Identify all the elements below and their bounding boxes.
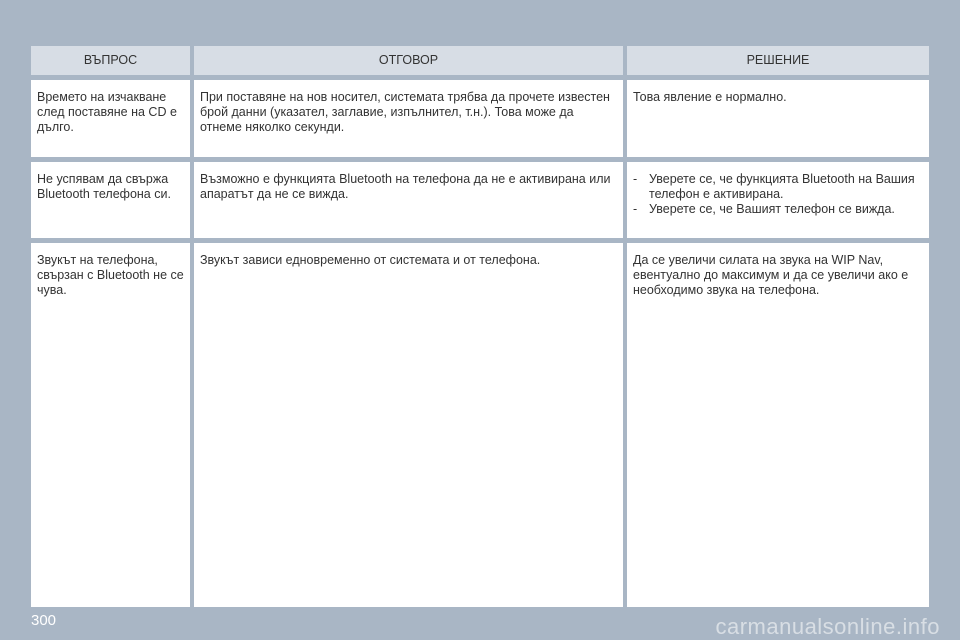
row-question: Звукът на телефона, свързан с Bluetooth не се чува. — [31, 243, 190, 607]
solution-text: Уверете се, че функцията Bluetooth на Вашия телефон е активирана. — [649, 172, 915, 201]
header-solution: РЕШЕНИЕ — [627, 46, 929, 75]
table-row — [31, 80, 929, 157]
table-row — [31, 162, 929, 238]
row-answer: Възможно е функцията Bluetooth на телефона да не е активирана или апаратът да не се вижда. — [194, 162, 623, 238]
bullet-dash: - — [633, 202, 638, 216]
row-answer: При поставяне на нов носител, системата трябва да прочете известен брой данни (указател, заглавие, изпълнител, т.н.). Това може да отнеме няколко секунди. — [194, 80, 623, 157]
solution-text: Уверете се, че Вашият телефон се вижда. — [649, 202, 895, 216]
bullet-dash: - — [633, 172, 638, 186]
solution-bullet — [633, 172, 923, 202]
header-answer: ОТГОВОР — [194, 46, 623, 75]
page-number: 300 — [31, 612, 57, 629]
row-solution — [627, 243, 929, 607]
watermark: carmanualsonline.info — [715, 614, 940, 639]
row-solution — [627, 80, 929, 157]
table-row — [31, 243, 929, 607]
header-question: ВЪПРОС — [31, 46, 190, 75]
table-header — [31, 46, 929, 75]
row-question: Не успявам да свържа Bluetooth телефона си. — [31, 162, 190, 238]
row-question: Времето на изчакване след поставяне на CD е дълго. — [31, 80, 190, 157]
row-answer: Звукът зависи едновременно от системата и от телефона. — [194, 243, 623, 607]
row-solution — [627, 162, 929, 238]
solution-text: Да се увеличи силата на звука на WIP Nav, евентуално до максимум и да се увеличи ако е необходимо звука на телефона. — [633, 253, 909, 297]
solution-text: Това явление е нормално. — [633, 90, 787, 104]
solution-bullet — [633, 202, 923, 217]
faq-table — [31, 46, 929, 612]
